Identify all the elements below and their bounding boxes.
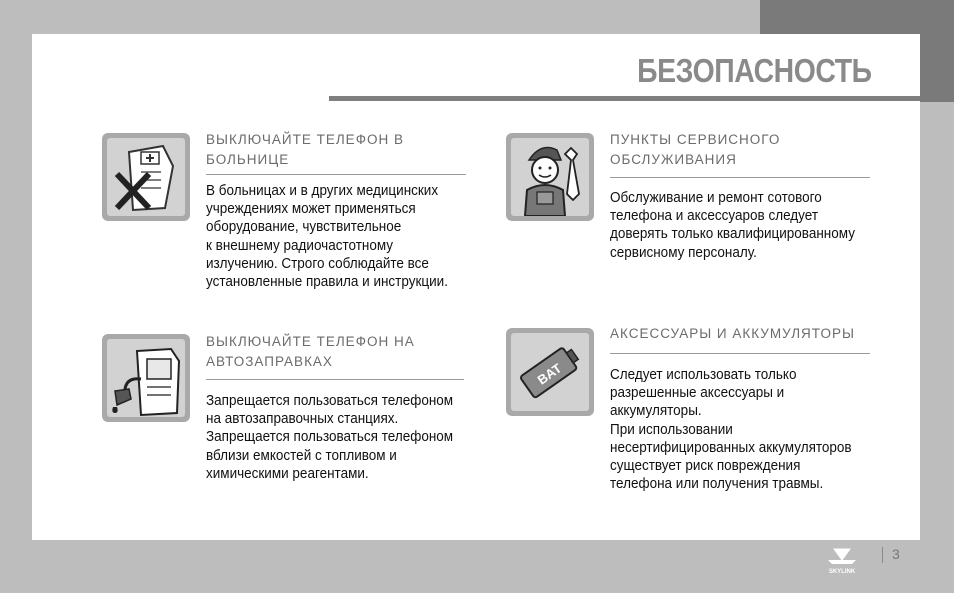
- hospital-no-phone-icon: [102, 133, 190, 221]
- body-line: к внешнему радиочастотному: [206, 236, 394, 254]
- section-body-service: [610, 189, 855, 262]
- battery-label: BAT: [534, 360, 565, 388]
- heading-line: БОЛЬНИЦЕ: [206, 152, 290, 167]
- section-rule: [610, 353, 870, 354]
- body-line: разрешенные аксессуары и: [610, 384, 785, 402]
- body-line: несертифицированных аккумуляторов: [610, 438, 852, 456]
- fuel-pump-icon: [102, 334, 190, 422]
- body-line: учреждениях может применяться: [206, 200, 416, 218]
- body-line: В больницах и в других медицинских: [206, 182, 439, 199]
- body-line: аккумуляторы.: [610, 402, 702, 420]
- body-line: При использовании: [610, 420, 733, 438]
- body-line: химическими реагентами.: [206, 464, 369, 482]
- body-line: телефона и аксессуаров следует: [610, 207, 819, 225]
- body-line: Запрещается пользоваться телефоном: [206, 392, 454, 409]
- section-heading-fuel: [206, 332, 476, 372]
- body-line: Обслуживание и ремонт сотового: [610, 189, 822, 206]
- body-line: установленные правила и инструкции.: [206, 273, 448, 291]
- page-title: БЕЗОПАСНОСТЬ: [637, 52, 872, 89]
- section-body-fuel: [206, 392, 453, 483]
- body-line: вблизи емкостей с топливом и: [206, 446, 397, 464]
- skylink-logo: [822, 546, 862, 576]
- body-line: на автозаправочных станциях.: [206, 410, 399, 428]
- section-heading-hospital: [206, 130, 476, 170]
- section-heading-accessories: [610, 324, 880, 344]
- manual-page: [32, 34, 920, 540]
- battery-icon: [506, 328, 594, 416]
- section-body-accessories: [610, 366, 852, 493]
- heading-line: АВТОЗАПРАВКАХ: [206, 354, 333, 369]
- body-line: Следует использовать только: [610, 366, 797, 383]
- body-line: телефона или получения травмы.: [610, 475, 824, 493]
- title-underline: [329, 96, 920, 101]
- section-heading-service: [610, 130, 880, 170]
- page-number-separator: [882, 547, 883, 563]
- heading-line: ПУНКТЫ СЕРВИСНОГО: [610, 132, 781, 147]
- heading-line: ОБСЛУЖИВАНИЯ: [610, 152, 737, 167]
- body-line: сервисному персоналу.: [610, 243, 757, 261]
- body-line: излучению. Строго соблюдайте все: [206, 254, 429, 272]
- heading-line: ВЫКЛЮЧАЙТЕ ТЕЛЕФОН В: [206, 132, 404, 147]
- heading-line: ВЫКЛЮЧАЙТЕ ТЕЛЕФОН НА: [206, 334, 415, 349]
- body-line: оборудование, чувствительное: [206, 218, 402, 236]
- body-line: доверять только квалифицированному: [610, 225, 855, 243]
- brand-name: SKYLINK: [828, 569, 856, 575]
- section-rule: [610, 177, 870, 178]
- section-rule: [206, 174, 466, 175]
- heading-line: АКСЕССУАРЫ И АККУМУЛЯТОРЫ: [610, 326, 855, 341]
- service-technician-icon: [506, 133, 594, 221]
- section-body-hospital: [206, 182, 448, 291]
- page-number: 3: [892, 546, 900, 562]
- section-rule: [206, 379, 464, 380]
- body-line: Запрещается пользоваться телефоном: [206, 428, 454, 446]
- body-line: существует риск повреждения: [610, 457, 801, 475]
